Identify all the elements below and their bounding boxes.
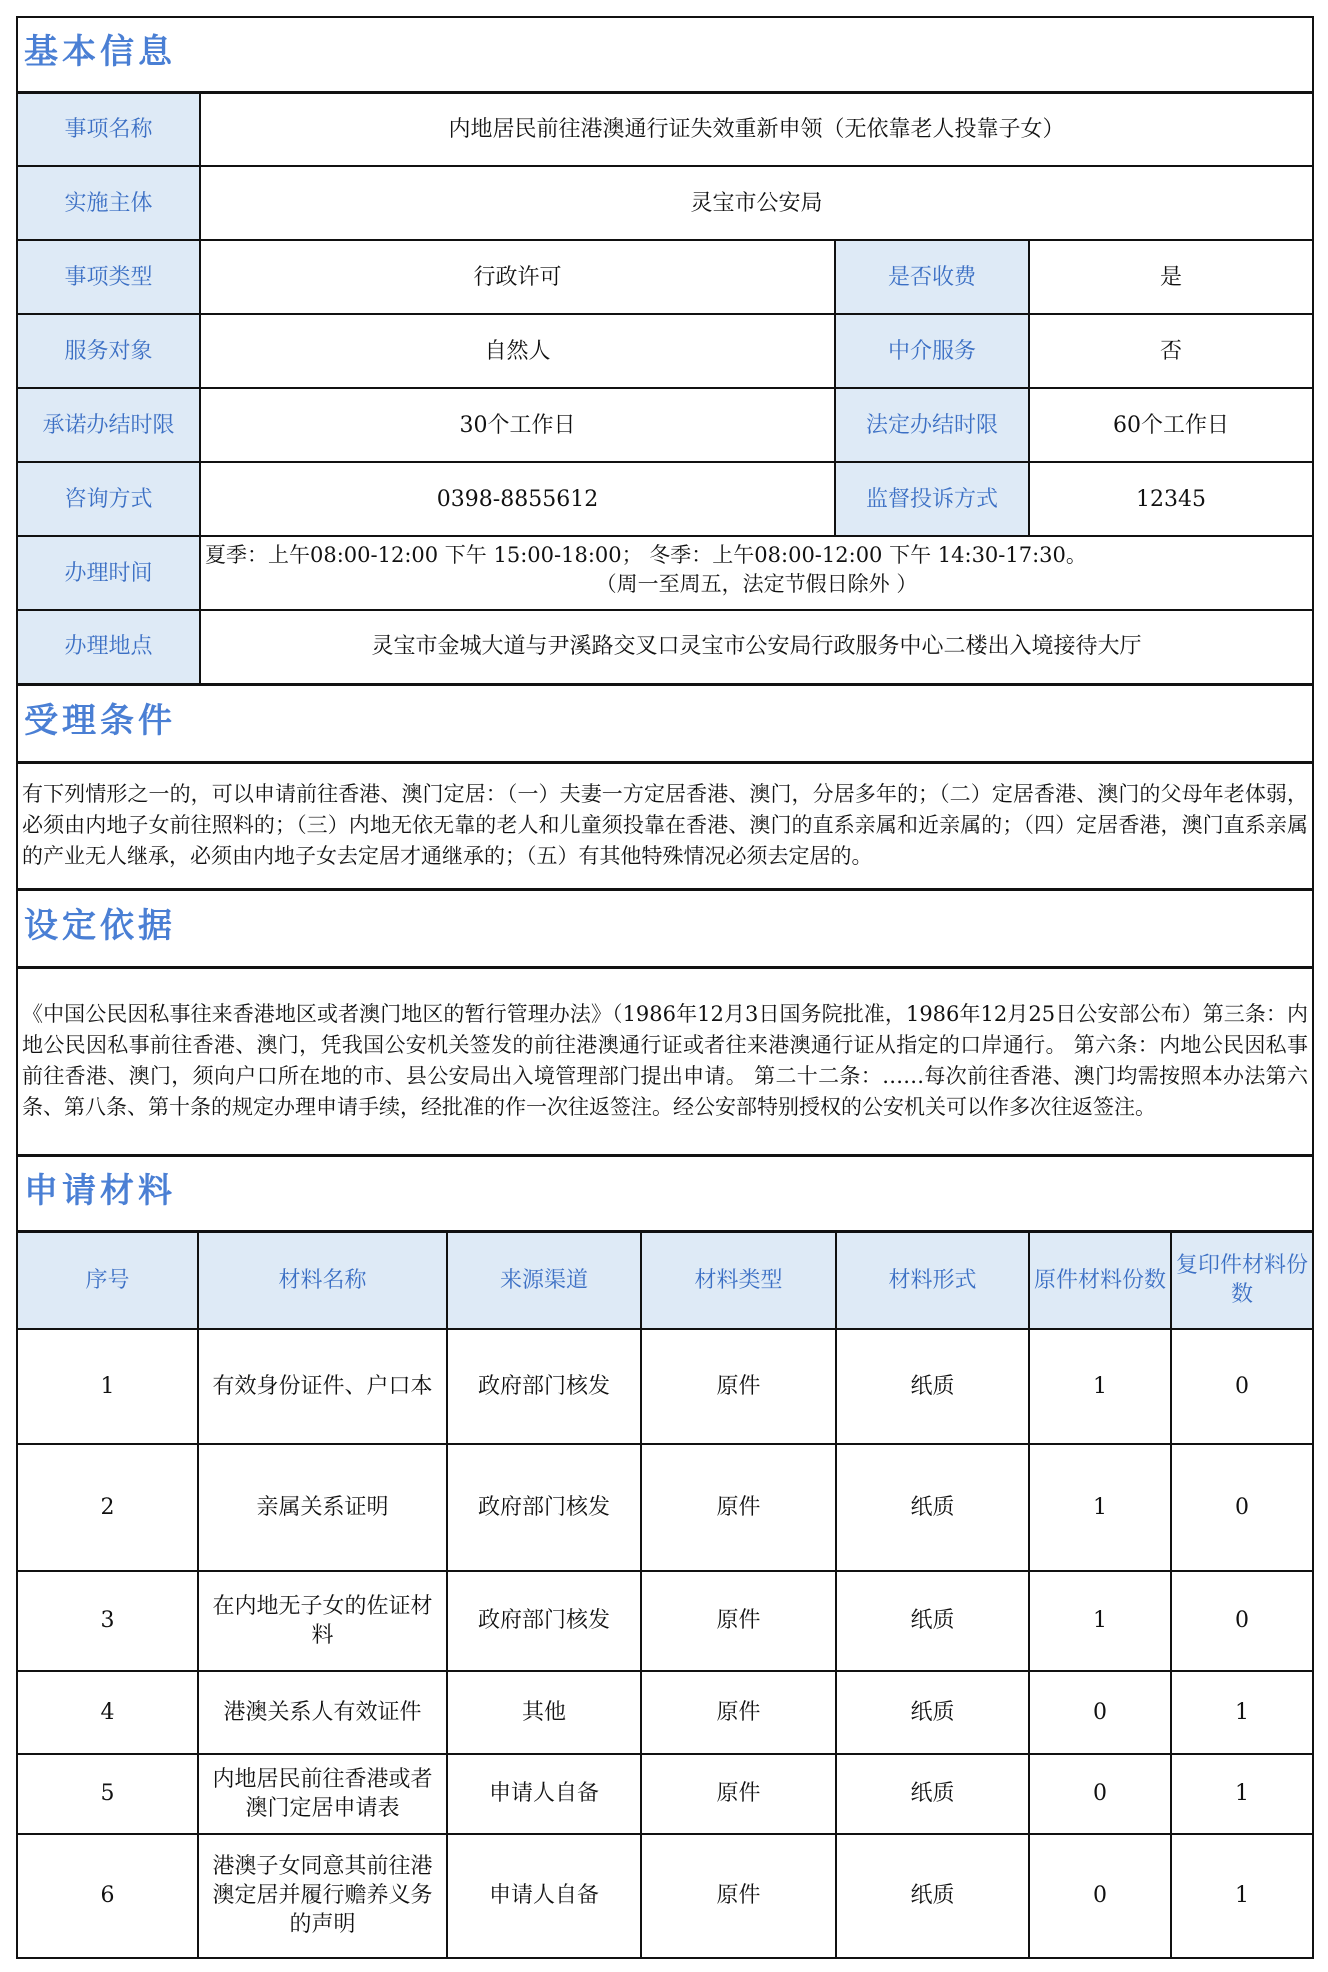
cell-type: 原件 <box>641 1754 836 1834</box>
section-title-conditions: 受理条件 <box>24 700 176 741</box>
col-header-source: 来源渠道 <box>447 1232 641 1329</box>
label-complaint: 监督投诉方式 <box>835 462 1029 536</box>
row-time-limit <box>17 388 1313 462</box>
cell-copy-count: 0 <box>1171 1444 1313 1571</box>
label-item-type: 事项类型 <box>17 240 200 314</box>
label-intermediary: 中介服务 <box>835 314 1029 388</box>
cell-source: 申请人自备 <box>447 1754 641 1834</box>
basic-info-table <box>16 16 1314 1233</box>
section-title-materials: 申请材料 <box>24 1170 176 1211</box>
label-location: 办理地点 <box>17 610 200 684</box>
cell-source: 其他 <box>447 1671 641 1754</box>
table-row <box>17 1834 1313 1958</box>
value-intermediary: 否 <box>1029 314 1313 388</box>
value-complaint: 12345 <box>1029 462 1313 536</box>
col-header-name: 材料名称 <box>198 1232 447 1329</box>
cell-original-count: 1 <box>1029 1329 1171 1444</box>
cell-index: 4 <box>17 1671 198 1754</box>
cell-form: 纸质 <box>836 1329 1029 1444</box>
cell-name: 内地居民前往香港或者澳门定居申请表 <box>198 1754 447 1834</box>
materials-header-row <box>17 1155 1313 1231</box>
cell-index: 5 <box>17 1754 198 1834</box>
value-charge: 是 <box>1029 240 1313 314</box>
row-item-type <box>17 240 1313 314</box>
section-title-basic-info: 基本信息 <box>24 31 176 72</box>
label-item-name: 事项名称 <box>17 92 200 166</box>
label-implementer: 实施主体 <box>17 166 200 240</box>
col-header-original-count: 原件材料份数 <box>1029 1232 1171 1329</box>
row-hours <box>17 536 1313 610</box>
col-header-copy-count: 复印件材料份数 <box>1171 1232 1313 1329</box>
row-item-name <box>17 92 1313 166</box>
cell-index: 2 <box>17 1444 198 1571</box>
table-row <box>17 1754 1313 1834</box>
cell-type: 原件 <box>641 1444 836 1571</box>
col-header-form: 材料形式 <box>836 1232 1029 1329</box>
hours-line-1: 夏季：上午08:00-12:00 下午 15:00-18:00； 冬季：上午08:00-12:00 下午 14:30-17:30。 <box>205 543 1087 567</box>
cell-name: 港澳关系人有效证件 <box>198 1671 447 1754</box>
conditions-header-row <box>17 684 1313 762</box>
cell-name: 港澳子女同意其前往港澳定居并履行赡养义务的声明 <box>198 1834 447 1958</box>
cell-original-count: 0 <box>1029 1754 1171 1834</box>
basic-info-header-row <box>17 17 1313 92</box>
value-hours <box>200 536 1313 610</box>
col-header-index: 序号 <box>17 1232 198 1329</box>
conditions-text-row <box>17 762 1313 889</box>
basis-text-row <box>17 967 1313 1155</box>
cell-name: 在内地无子女的佐证材料 <box>198 1571 447 1671</box>
cell-index: 1 <box>17 1329 198 1444</box>
cell-form: 纸质 <box>836 1834 1029 1958</box>
cell-form: 纸质 <box>836 1754 1029 1834</box>
cell-source: 申请人自备 <box>447 1834 641 1958</box>
value-item-type: 行政许可 <box>200 240 835 314</box>
table-row <box>17 1329 1313 1444</box>
materials-column-headers <box>17 1232 1313 1329</box>
cell-copy-count: 0 <box>1171 1329 1313 1444</box>
label-consult: 咨询方式 <box>17 462 200 536</box>
cell-name: 有效身份证件、户口本 <box>198 1329 447 1444</box>
cell-source: 政府部门核发 <box>447 1329 641 1444</box>
hours-line-2: （周一至周五，法定节假日除外 ） <box>595 572 918 596</box>
basis-header-row <box>17 889 1313 967</box>
label-service-target: 服务对象 <box>17 314 200 388</box>
cell-index: 6 <box>17 1834 198 1958</box>
label-hours: 办理时间 <box>17 536 200 610</box>
section-title-basis: 设定依据 <box>24 905 176 946</box>
cell-type: 原件 <box>641 1834 836 1958</box>
label-charge: 是否收费 <box>835 240 1029 314</box>
cell-type: 原件 <box>641 1571 836 1671</box>
cell-source: 政府部门核发 <box>447 1571 641 1671</box>
cell-original-count: 1 <box>1029 1571 1171 1671</box>
label-promised-limit: 承诺办结时限 <box>17 388 200 462</box>
cell-copy-count: 1 <box>1171 1754 1313 1834</box>
cell-copy-count: 1 <box>1171 1834 1313 1958</box>
cell-form: 纸质 <box>836 1444 1029 1571</box>
value-legal-limit: 60个工作日 <box>1029 388 1313 462</box>
value-location: 灵宝市金城大道与尹溪路交叉口灵宝市公安局行政服务中心二楼出入境接待大厅 <box>200 610 1313 684</box>
cell-type: 原件 <box>641 1329 836 1444</box>
row-implementer <box>17 166 1313 240</box>
materials-table <box>16 1231 1314 1959</box>
cell-original-count: 0 <box>1029 1671 1171 1754</box>
cell-copy-count: 0 <box>1171 1571 1313 1671</box>
cell-source: 政府部门核发 <box>447 1444 641 1571</box>
col-header-type: 材料类型 <box>641 1232 836 1329</box>
cell-name: 亲属关系证明 <box>198 1444 447 1571</box>
cell-type: 原件 <box>641 1671 836 1754</box>
value-consult: 0398-8855612 <box>200 462 835 536</box>
row-contact <box>17 462 1313 536</box>
label-legal-limit: 法定办结时限 <box>835 388 1029 462</box>
table-row <box>17 1571 1313 1671</box>
cell-index: 3 <box>17 1571 198 1671</box>
service-guide-sheet <box>16 16 1312 1959</box>
row-location <box>17 610 1313 684</box>
table-row <box>17 1671 1313 1754</box>
cell-form: 纸质 <box>836 1671 1029 1754</box>
basis-text: 《中国公民因私事往来香港地区或者澳门地区的暂行管理办法》（1986年12月3日国务院批准，1986年12月25日公安部公布）第三条：内地公民因私事前往香港、澳门，凭我国公安机关签发的前往港澳通行证或者往来港澳通行证从指定的口岸通行。 第六条：内地公民因私事前往香港、澳门，须向户口所在地的市、县公安局出入境管理部门提出申请。 第二十二条：……每次前往香港、澳门均需按照本办法第六条、第八条、第十条的规定办理申请手续，经批准的作一次往返签注。经公安部特别授权的公安机关可以作多次往返签注。 <box>17 967 1313 1155</box>
cell-original-count: 0 <box>1029 1834 1171 1958</box>
value-item-name: 内地居民前往港澳通行证失效重新申领（无依靠老人投靠子女） <box>200 92 1313 166</box>
table-row <box>17 1444 1313 1571</box>
conditions-text: 有下列情形之一的，可以申请前往香港、澳门定居：（一）夫妻一方定居香港、澳门，分居多年的；（二）定居香港、澳门的父母年老体弱，必须由内地子女前往照料的；（三）内地无依无靠的老人和儿童须投靠在香港、澳门的直系亲属和近亲属的；（四）定居香港，澳门直系亲属的产业无人继承，必须由内地子女去定居才通继承的；（五）有其他特殊情况必须去定居的。 <box>17 762 1313 889</box>
cell-original-count: 1 <box>1029 1444 1171 1571</box>
cell-form: 纸质 <box>836 1571 1029 1671</box>
row-service-target <box>17 314 1313 388</box>
value-promised-limit: 30个工作日 <box>200 388 835 462</box>
cell-copy-count: 1 <box>1171 1671 1313 1754</box>
value-implementer: 灵宝市公安局 <box>200 166 1313 240</box>
value-service-target: 自然人 <box>200 314 835 388</box>
